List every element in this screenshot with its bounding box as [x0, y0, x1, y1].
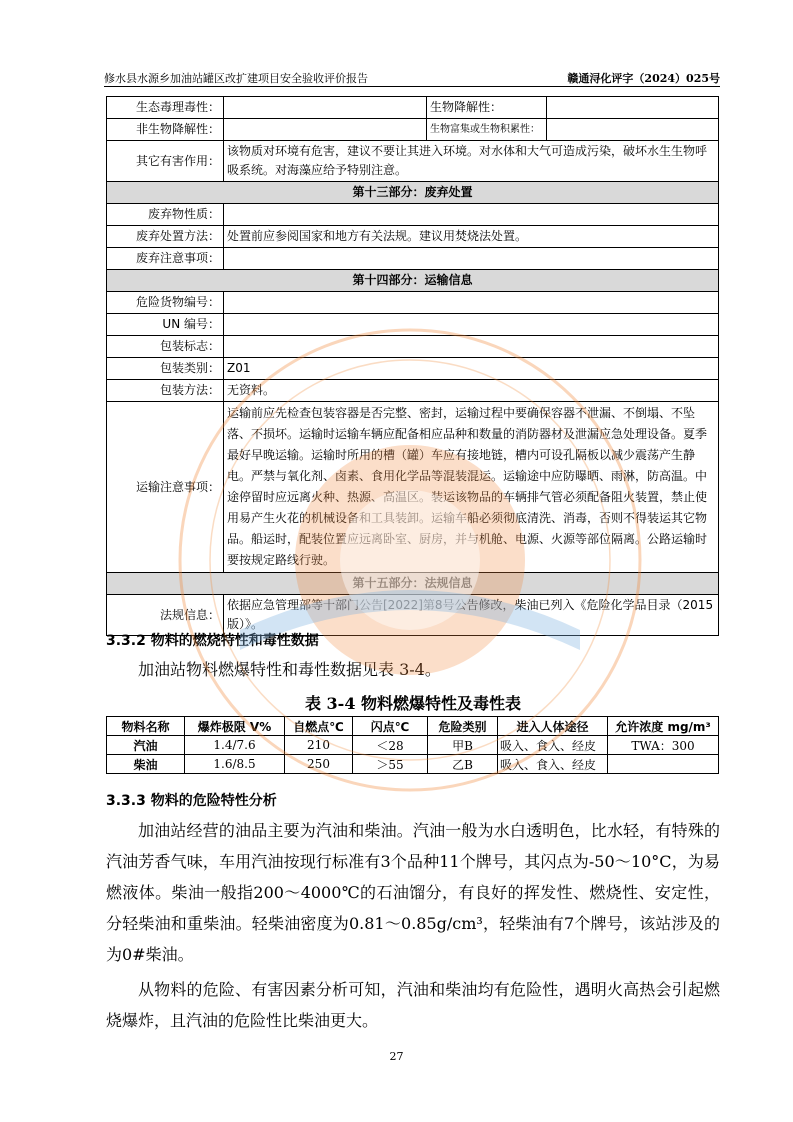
- package-category-label: 包装类别：: [107, 358, 224, 380]
- table-header-row: [107, 717, 719, 736]
- explosion-limit: 1.6/8.5: [185, 755, 285, 774]
- table-row: [107, 248, 719, 270]
- header-report-title: 修水县水源乡加油站罐区改扩建项目安全验收评价报告: [104, 72, 368, 85]
- column-header: 物料名称: [107, 717, 185, 736]
- package-mark-value: [224, 336, 719, 358]
- table-row: [107, 119, 719, 141]
- transport-notes-value: 运输前应先检查包装容器是否完整、密封，运输过程中要确保容器不泄漏、不倒塌、不坠落、不损坏。运输时运输车辆应配备相应品种和数量的消防器材及泄漏应急处理设备。夏季最好早晚运输。运输时所用的槽（罐）车应有接地链，槽内可设孔隔板以减少震荡产生静电。严禁与氧化剂、卤素、食用化学品等混装混运。运输途中应防曝晒、雨淋，防高温。中途停留时应远离火种、热源、高温区。装运该物品的车辆排气管必须配备阻火装置，禁止使用易产生火花的机械设备和工具装卸。运输车船必须彻底清洗、消毒，否则不得装运其它物品。船运时，配装位置应远离卧室、厨房，并与机舱、电源、火源等部位隔离。公路运输时要按规定路线行驶。: [224, 402, 719, 573]
- bioacc-value: [547, 119, 719, 141]
- un-number-value: [224, 314, 719, 336]
- hazard-class: 乙B: [428, 755, 498, 774]
- section-3-3-2-text: [106, 654, 720, 685]
- waste-method-label: 废弃处置方法：: [107, 226, 224, 248]
- table-row: [107, 204, 719, 226]
- eco-tox-label: 生态毒理毒性：: [107, 97, 224, 119]
- waste-nature-label: 废弃物性质：: [107, 204, 224, 226]
- other-hazard-value: 该物质对环境有危害，建议不要让其进入环境。对水体和大气可造成污染，破坏水生生物呼吸系统。对海藻应给予特别注意。: [224, 141, 719, 182]
- nonbio-label: 非生物降解性：: [107, 119, 224, 141]
- regulation-label: 法规信息：: [107, 595, 224, 636]
- waste-method-value: 处置前应参阅国家和地方有关法规。建议用焚烧法处置。: [224, 226, 719, 248]
- section-row: [107, 270, 719, 292]
- package-method-value: 无资料。: [224, 380, 719, 402]
- package-mark-label: 包装标志：: [107, 336, 224, 358]
- material-name: 汽油: [107, 736, 185, 755]
- page-number: 27: [389, 1050, 404, 1063]
- explosion-limit: 1.4/7.6: [185, 736, 285, 755]
- section-15-title: 第十五部分：法规信息: [107, 573, 719, 595]
- table-row: [107, 336, 719, 358]
- table-row: [107, 314, 719, 336]
- biodeg-label: 生物降解性：: [427, 97, 547, 119]
- waste-nature-value: [224, 204, 719, 226]
- column-header: 允许浓度 mg/m³: [608, 717, 719, 736]
- section-row: [107, 573, 719, 595]
- section-row: [107, 182, 719, 204]
- column-header: 进入人体途径: [498, 717, 608, 736]
- table-row: [107, 292, 719, 314]
- table-row: [107, 380, 719, 402]
- un-number-label: UN 编号：: [107, 314, 224, 336]
- table-row: [107, 755, 719, 774]
- regulation-value: 依据应急管理部等十部门公告[2022]第8号公告修改，柴油已列入《危险化学品目录（2015版）》。: [224, 595, 719, 636]
- dg-number-label: 危险货物编号：: [107, 292, 224, 314]
- column-header: 危险类别: [428, 717, 498, 736]
- header-report-number: 赣通浔化评字（2024）025号: [567, 72, 720, 85]
- material-name: 柴油: [107, 755, 185, 774]
- table-row: [107, 141, 719, 182]
- table-row: [107, 736, 719, 755]
- section-14-title: 第十四部分：运输信息: [107, 270, 719, 292]
- section-3-3-3-heading: 3.3.3 物料的危险特性分析: [106, 793, 277, 809]
- autoignition-point: 210: [285, 736, 353, 755]
- paragraph: 加油站经营的油品主要为汽油和柴油。汽油一般为水白透明色，比水轻，有特殊的汽油芳香气味，车用汽油按现行标准有3个品种11个牌号，其闪点为-50～10°C，为易燃液体。柴油一般指200～4000℃的石油馏分，有良好的挥发性、燃烧性、安定性，分轻柴油和重柴油。轻柴油密度为0.81～0.85g/cm³，轻柴油有7个牌号，该站涉及的为0#柴油。: [106, 821, 720, 964]
- eco-tox-value: [224, 97, 427, 119]
- table-3-4-caption: 表 3-4 物料燃爆特性及毒性表: [304, 694, 522, 713]
- fuel-property-table: [106, 716, 719, 774]
- allowed-concentration: [608, 755, 719, 774]
- bioacc-label: 生物富集或生物积累性：: [427, 119, 547, 141]
- exposure-route: 吸入、食入、经皮: [498, 736, 608, 755]
- transport-notes-label: 运输注意事项：: [107, 402, 224, 573]
- dg-number-value: [224, 292, 719, 314]
- section-3-3-3-text: [106, 815, 720, 1036]
- biodeg-value: [547, 97, 719, 119]
- other-hazard-label: 其它有害作用：: [107, 141, 224, 182]
- section-13-title: 第十三部分：废弃处置: [107, 182, 719, 204]
- paragraph: 加油站物料燃爆特性和毒性数据见表 3-4。: [138, 660, 441, 679]
- autoignition-point: 250: [285, 755, 353, 774]
- table-row: [107, 402, 719, 573]
- column-header: 爆炸极限 V%: [185, 717, 285, 736]
- exposure-route: 吸入、食入、经皮: [498, 755, 608, 774]
- nonbio-value: [224, 119, 427, 141]
- msds-table: [106, 96, 719, 636]
- package-method-label: 包装方法：: [107, 380, 224, 402]
- package-category-value: Z01: [224, 358, 719, 380]
- section-3-3-2-heading: 3.3.2 物料的燃烧特性和毒性数据: [106, 633, 319, 649]
- waste-notes-label: 废弃注意事项：: [107, 248, 224, 270]
- column-header: 自燃点℃: [285, 717, 353, 736]
- table-row: [107, 226, 719, 248]
- flash-point: ＜28: [353, 736, 428, 755]
- flash-point: ＞55: [353, 755, 428, 774]
- waste-notes-value: [224, 248, 719, 270]
- hazard-class: 甲B: [428, 736, 498, 755]
- page-header: [104, 68, 720, 87]
- table-row: [107, 97, 719, 119]
- allowed-concentration: TWA：300: [608, 736, 719, 755]
- table-row: [107, 358, 719, 380]
- column-header: 闪点℃: [353, 717, 428, 736]
- paragraph: 从物料的危险、有害因素分析可知，汽油和柴油均有危险性，遇明火高热会引起燃烧爆炸，且汽油的危险性比柴油更大。: [106, 980, 720, 1030]
